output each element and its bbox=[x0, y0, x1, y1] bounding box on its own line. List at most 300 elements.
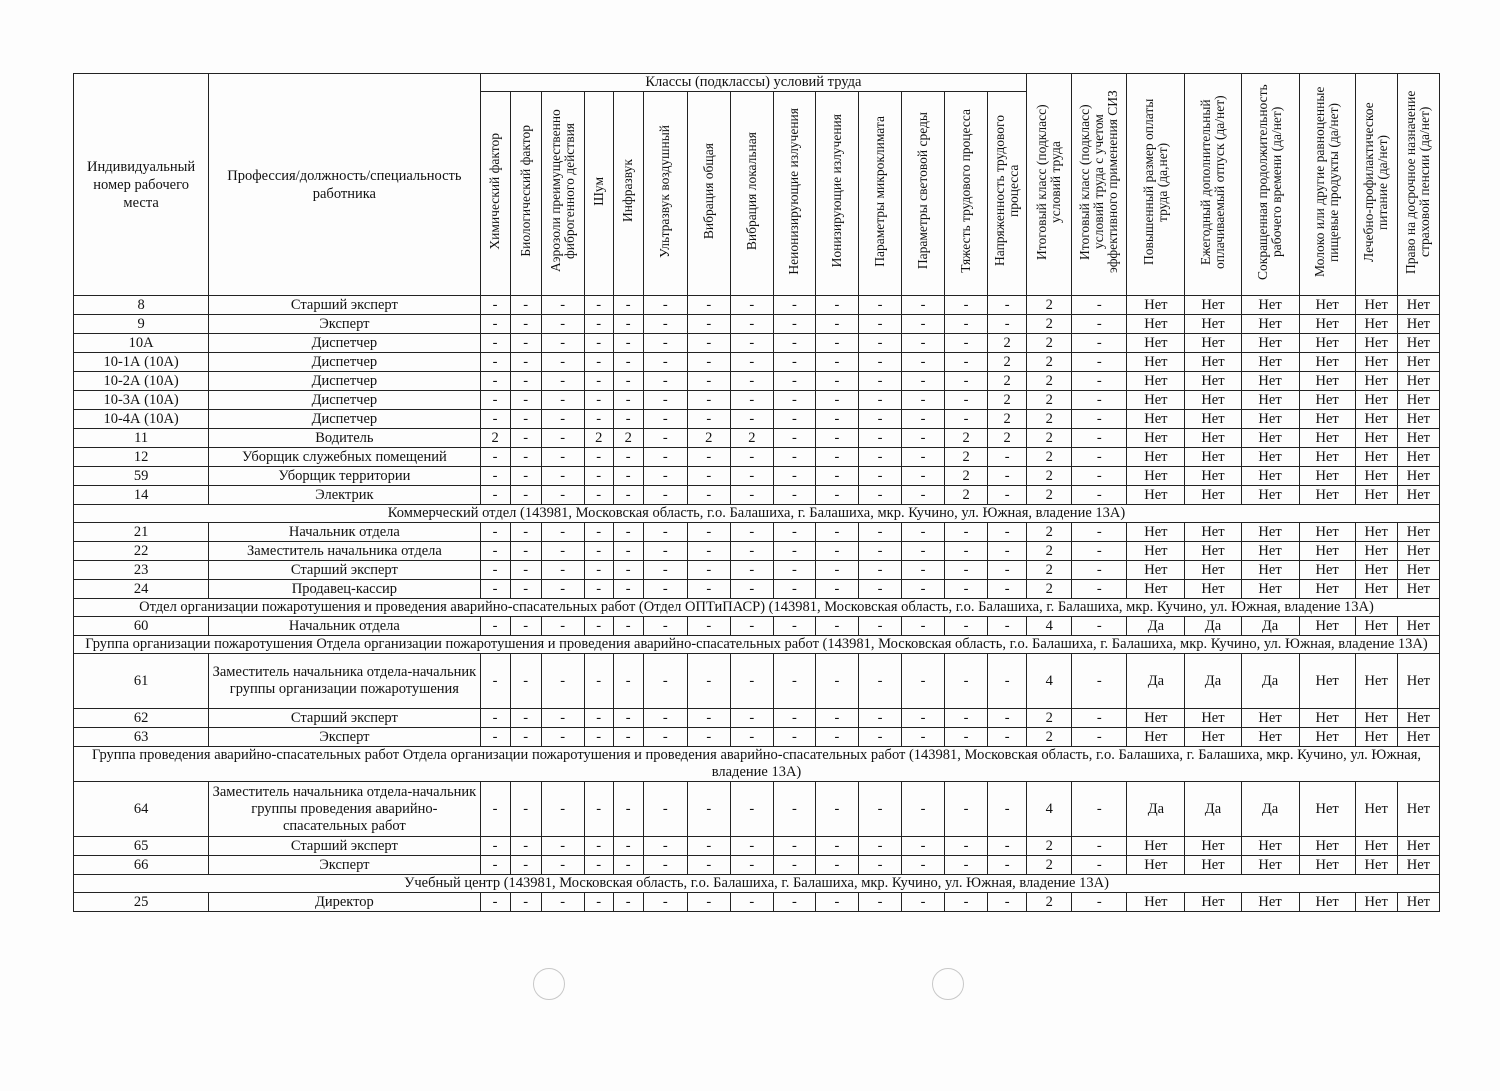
profession-name: Диспетчер bbox=[209, 410, 480, 429]
guarantee-value: Нет bbox=[1355, 580, 1397, 599]
factor-class: - bbox=[613, 296, 643, 315]
guarantee-value: Нет bbox=[1397, 486, 1439, 505]
header-factor: Вибрация локальная bbox=[730, 92, 773, 296]
factor-class: - bbox=[815, 837, 858, 856]
table-row bbox=[74, 617, 1440, 636]
factor-class: - bbox=[902, 486, 945, 505]
factor-class: - bbox=[858, 580, 901, 599]
header-guarantee-5: Лечебно-профилактическое питание (да/нет) bbox=[1355, 74, 1397, 296]
header-factor: Ультразвук воздушный bbox=[643, 92, 687, 296]
guarantee-value: Нет bbox=[1299, 334, 1355, 353]
factor-class: - bbox=[858, 856, 901, 875]
factor-class: - bbox=[773, 837, 815, 856]
header-factor: Параметры микроклимата bbox=[858, 92, 901, 296]
factor-class: - bbox=[541, 353, 584, 372]
workplace-number: 10-3А (10А) bbox=[74, 391, 209, 410]
factor-class: - bbox=[988, 561, 1027, 580]
guarantee-value: Нет bbox=[1241, 486, 1299, 505]
guarantee-value: Нет bbox=[1355, 410, 1397, 429]
factor-class: - bbox=[687, 296, 730, 315]
factor-class: - bbox=[584, 315, 613, 334]
guarantee-value: Нет bbox=[1241, 334, 1299, 353]
guarantee-value: Нет bbox=[1397, 542, 1439, 561]
factor-class: - bbox=[541, 391, 584, 410]
factor-class: - bbox=[480, 709, 510, 728]
header-factor: Неионизирующие излучения bbox=[773, 92, 815, 296]
workplace-number: 11 bbox=[74, 429, 209, 448]
final-class: 2 bbox=[1027, 410, 1072, 429]
factor-class: - bbox=[541, 486, 584, 505]
factor-class: - bbox=[988, 296, 1027, 315]
guarantee-value: Нет bbox=[1241, 448, 1299, 467]
factor-class: - bbox=[815, 315, 858, 334]
factor-class: - bbox=[480, 296, 510, 315]
profession-name: Диспетчер bbox=[209, 391, 480, 410]
factor-class: - bbox=[773, 580, 815, 599]
factor-class: - bbox=[584, 391, 613, 410]
header-factor: Биологический фактор bbox=[510, 92, 541, 296]
factor-class: - bbox=[510, 410, 541, 429]
final-class: 2 bbox=[1027, 837, 1072, 856]
factor-class: - bbox=[480, 448, 510, 467]
guarantee-value: Нет bbox=[1355, 893, 1397, 912]
factor-class: - bbox=[858, 410, 901, 429]
factor-class: - bbox=[902, 467, 945, 486]
guarantee-value: Нет bbox=[1185, 561, 1241, 580]
factor-class: - bbox=[510, 856, 541, 875]
section-row bbox=[74, 636, 1440, 654]
factor-class: - bbox=[687, 856, 730, 875]
factor-class: - bbox=[687, 782, 730, 837]
table-row bbox=[74, 486, 1440, 505]
factor-class: - bbox=[858, 372, 901, 391]
guarantee-value: Нет bbox=[1127, 709, 1185, 728]
factor-class: - bbox=[643, 617, 687, 636]
guarantee-value: Да bbox=[1185, 654, 1241, 709]
profession-name: Диспетчер bbox=[209, 334, 480, 353]
factor-class: - bbox=[480, 486, 510, 505]
workplace-number: 23 bbox=[74, 561, 209, 580]
factor-class: - bbox=[584, 523, 613, 542]
guarantee-value: Нет bbox=[1355, 296, 1397, 315]
factor-class: - bbox=[584, 334, 613, 353]
header-factor: Тяжесть трудового процесса bbox=[945, 92, 988, 296]
factor-class: - bbox=[773, 391, 815, 410]
guarantee-value: Нет bbox=[1355, 353, 1397, 372]
final-class: 2 bbox=[1027, 542, 1072, 561]
factor-class: - bbox=[815, 542, 858, 561]
workplace-number: 63 bbox=[74, 728, 209, 747]
guarantee-value: Нет bbox=[1241, 523, 1299, 542]
factor-class: - bbox=[687, 561, 730, 580]
header-guarantee-4: Молоко или другие равноценные пищевые продукты (да/нет) bbox=[1299, 74, 1355, 296]
factor-class: - bbox=[687, 617, 730, 636]
factor-class: - bbox=[730, 486, 773, 505]
final-class: 2 bbox=[1027, 856, 1072, 875]
factor-class: - bbox=[815, 523, 858, 542]
guarantee-value: Нет bbox=[1127, 429, 1185, 448]
table-row bbox=[74, 782, 1440, 837]
factor-class: - bbox=[687, 542, 730, 561]
guarantee-value: Нет bbox=[1241, 856, 1299, 875]
guarantee-value: Нет bbox=[1185, 542, 1241, 561]
table-row bbox=[74, 654, 1440, 709]
guarantee-value: Нет bbox=[1185, 709, 1241, 728]
factor-class: - bbox=[643, 580, 687, 599]
factor-class: - bbox=[613, 315, 643, 334]
guarantee-value: Нет bbox=[1355, 448, 1397, 467]
factor-class: - bbox=[643, 315, 687, 334]
factor-class: - bbox=[541, 467, 584, 486]
guarantee-value: Нет bbox=[1127, 542, 1185, 561]
factor-class: - bbox=[480, 856, 510, 875]
factor-class: - bbox=[902, 334, 945, 353]
guarantee-value: Нет bbox=[1355, 617, 1397, 636]
factor-class: - bbox=[510, 296, 541, 315]
guarantee-value: Нет bbox=[1185, 429, 1241, 448]
factor-class: - bbox=[480, 353, 510, 372]
factor-class: - bbox=[510, 709, 541, 728]
final-class-siz: - bbox=[1072, 410, 1127, 429]
factor-class: - bbox=[643, 391, 687, 410]
factor-class: - bbox=[988, 448, 1027, 467]
factor-class: - bbox=[902, 654, 945, 709]
factor-class: - bbox=[730, 728, 773, 747]
guarantee-value: Нет bbox=[1127, 448, 1185, 467]
factor-class: - bbox=[541, 410, 584, 429]
factor-class: - bbox=[902, 893, 945, 912]
workplace-number: 60 bbox=[74, 617, 209, 636]
guarantee-value: Нет bbox=[1355, 782, 1397, 837]
factor-class: - bbox=[902, 580, 945, 599]
final-class: 4 bbox=[1027, 654, 1072, 709]
guarantee-value: Нет bbox=[1127, 856, 1185, 875]
profession-name: Эксперт bbox=[209, 315, 480, 334]
factor-class: - bbox=[815, 296, 858, 315]
factor-class: - bbox=[584, 561, 613, 580]
factor-class: - bbox=[541, 296, 584, 315]
guarantee-value: Нет bbox=[1127, 523, 1185, 542]
factor-class: - bbox=[643, 296, 687, 315]
final-class-siz: - bbox=[1072, 709, 1127, 728]
factor-class: - bbox=[480, 467, 510, 486]
factor-class: - bbox=[687, 893, 730, 912]
guarantee-value: Нет bbox=[1299, 561, 1355, 580]
factor-class: - bbox=[902, 709, 945, 728]
guarantee-value: Нет bbox=[1127, 728, 1185, 747]
factor-class: - bbox=[773, 372, 815, 391]
guarantee-value: Да bbox=[1185, 782, 1241, 837]
guarantee-value: Нет bbox=[1299, 580, 1355, 599]
guarantee-value: Нет bbox=[1127, 315, 1185, 334]
profession-name: Начальник отдела bbox=[209, 617, 480, 636]
section-row bbox=[74, 599, 1440, 617]
factor-class: - bbox=[584, 856, 613, 875]
final-class-siz: - bbox=[1072, 782, 1127, 837]
factor-class: - bbox=[643, 542, 687, 561]
factor-class: 2 bbox=[945, 429, 988, 448]
guarantee-value: Нет bbox=[1299, 391, 1355, 410]
factor-class: - bbox=[730, 856, 773, 875]
workplace-number: 14 bbox=[74, 486, 209, 505]
guarantee-value: Нет bbox=[1397, 837, 1439, 856]
guarantee-value: Нет bbox=[1397, 296, 1439, 315]
section-row bbox=[74, 505, 1440, 523]
factor-class: - bbox=[815, 654, 858, 709]
header-factor: Аэрозоли преимущественно фиброгенного действия bbox=[541, 92, 584, 296]
guarantee-value: Нет bbox=[1127, 410, 1185, 429]
factor-class: - bbox=[945, 391, 988, 410]
workplace-number: 65 bbox=[74, 837, 209, 856]
final-class: 2 bbox=[1027, 523, 1072, 542]
profession-name: Начальник отдела bbox=[209, 523, 480, 542]
factor-class: 2 bbox=[988, 353, 1027, 372]
factor-class: - bbox=[510, 561, 541, 580]
factor-class: - bbox=[584, 893, 613, 912]
profession-name: Электрик bbox=[209, 486, 480, 505]
guarantee-value: Нет bbox=[1185, 893, 1241, 912]
guarantee-value: Нет bbox=[1185, 523, 1241, 542]
factor-class: - bbox=[541, 523, 584, 542]
guarantee-value: Нет bbox=[1355, 856, 1397, 875]
factor-class: - bbox=[902, 856, 945, 875]
profession-name: Заместитель начальника отдела-начальник группы организации пожаротушения bbox=[209, 654, 480, 709]
factor-class: - bbox=[815, 429, 858, 448]
guarantee-value: Нет bbox=[1299, 486, 1355, 505]
factor-class: - bbox=[945, 353, 988, 372]
factor-class: - bbox=[815, 893, 858, 912]
table-row bbox=[74, 334, 1440, 353]
factor-class: 2 bbox=[730, 429, 773, 448]
factor-class: - bbox=[584, 467, 613, 486]
factor-class: - bbox=[815, 856, 858, 875]
guarantee-value: Нет bbox=[1397, 580, 1439, 599]
factor-class: - bbox=[510, 391, 541, 410]
factor-class: - bbox=[815, 561, 858, 580]
factor-class: - bbox=[541, 372, 584, 391]
final-class: 2 bbox=[1027, 372, 1072, 391]
final-class-siz: - bbox=[1072, 561, 1127, 580]
factor-class: - bbox=[730, 782, 773, 837]
factor-class: - bbox=[730, 467, 773, 486]
workplace-number: 24 bbox=[74, 580, 209, 599]
guarantee-value: Нет bbox=[1397, 410, 1439, 429]
factor-class: - bbox=[730, 391, 773, 410]
factor-class: - bbox=[730, 654, 773, 709]
factor-class: - bbox=[773, 315, 815, 334]
guarantee-value: Нет bbox=[1355, 561, 1397, 580]
factor-class: - bbox=[730, 893, 773, 912]
header-factor: Шум bbox=[584, 92, 613, 296]
factor-class: - bbox=[815, 782, 858, 837]
factor-class: - bbox=[773, 486, 815, 505]
factor-class: - bbox=[584, 448, 613, 467]
factor-class: - bbox=[584, 782, 613, 837]
table-row bbox=[74, 353, 1440, 372]
final-class: 2 bbox=[1027, 448, 1072, 467]
factor-class: - bbox=[902, 353, 945, 372]
final-class-siz: - bbox=[1072, 856, 1127, 875]
factor-class: - bbox=[945, 315, 988, 334]
factor-class: - bbox=[988, 709, 1027, 728]
factor-class: - bbox=[584, 296, 613, 315]
guarantee-value: Нет bbox=[1299, 296, 1355, 315]
factor-class: - bbox=[773, 448, 815, 467]
factor-class: - bbox=[687, 486, 730, 505]
profession-name: Диспетчер bbox=[209, 353, 480, 372]
factor-class: - bbox=[510, 334, 541, 353]
factor-class: - bbox=[643, 728, 687, 747]
factor-class: - bbox=[858, 486, 901, 505]
guarantee-value: Нет bbox=[1397, 893, 1439, 912]
table-row bbox=[74, 448, 1440, 467]
factor-class: - bbox=[773, 893, 815, 912]
factor-class: 2 bbox=[988, 429, 1027, 448]
factor-class: - bbox=[613, 448, 643, 467]
factor-class: - bbox=[902, 410, 945, 429]
factor-class: - bbox=[730, 580, 773, 599]
factor-class: - bbox=[613, 542, 643, 561]
guarantee-value: Нет bbox=[1299, 709, 1355, 728]
guarantee-value: Нет bbox=[1185, 410, 1241, 429]
factor-class: - bbox=[730, 523, 773, 542]
table-row bbox=[74, 580, 1440, 599]
factor-class: - bbox=[815, 391, 858, 410]
guarantee-value: Нет bbox=[1355, 709, 1397, 728]
guarantee-value: Нет bbox=[1241, 728, 1299, 747]
section-title: Учебный центр (143981, Московская область, г.о. Балашиха, г. Балашиха, мкр. Кучино, ул. Южная, владение 13А) bbox=[74, 875, 1440, 893]
factor-class: - bbox=[773, 523, 815, 542]
table-row bbox=[74, 296, 1440, 315]
guarantee-value: Нет bbox=[1299, 523, 1355, 542]
guarantee-value: Нет bbox=[1127, 561, 1185, 580]
factor-class: - bbox=[945, 410, 988, 429]
table-row bbox=[74, 893, 1440, 912]
workplace-number: 12 bbox=[74, 448, 209, 467]
factor-class: - bbox=[730, 410, 773, 429]
header-profession: Профессия/должность/специальность работника bbox=[209, 74, 480, 296]
factor-class: - bbox=[988, 486, 1027, 505]
factor-class: - bbox=[815, 372, 858, 391]
guarantee-value: Нет bbox=[1397, 523, 1439, 542]
factor-class: - bbox=[541, 782, 584, 837]
header-factor: Инфразвук bbox=[613, 92, 643, 296]
factor-class: - bbox=[613, 410, 643, 429]
guarantee-value: Нет bbox=[1397, 372, 1439, 391]
factor-class: - bbox=[480, 893, 510, 912]
guarantee-value: Нет bbox=[1241, 837, 1299, 856]
factor-class: - bbox=[730, 837, 773, 856]
guarantee-value: Да bbox=[1127, 782, 1185, 837]
workplace-number: 8 bbox=[74, 296, 209, 315]
final-class-siz: - bbox=[1072, 353, 1127, 372]
factor-class: - bbox=[480, 654, 510, 709]
factor-class: - bbox=[945, 372, 988, 391]
factor-class: - bbox=[643, 467, 687, 486]
factor-class: 2 bbox=[687, 429, 730, 448]
guarantee-value: Нет bbox=[1241, 391, 1299, 410]
guarantee-value: Нет bbox=[1397, 709, 1439, 728]
factor-class: 2 bbox=[988, 334, 1027, 353]
factor-class: - bbox=[902, 315, 945, 334]
factor-class: - bbox=[815, 580, 858, 599]
guarantee-value: Нет bbox=[1299, 353, 1355, 372]
factor-class: - bbox=[858, 561, 901, 580]
factor-class: - bbox=[510, 429, 541, 448]
factor-class: - bbox=[773, 334, 815, 353]
final-class-siz: - bbox=[1072, 334, 1127, 353]
factor-class: - bbox=[687, 391, 730, 410]
table-row bbox=[74, 856, 1440, 875]
workplace-number: 59 bbox=[74, 467, 209, 486]
guarantee-value: Нет bbox=[1397, 728, 1439, 747]
final-class: 2 bbox=[1027, 391, 1072, 410]
guarantee-value: Нет bbox=[1241, 315, 1299, 334]
factor-class: - bbox=[480, 580, 510, 599]
guarantee-value: Да bbox=[1241, 782, 1299, 837]
factor-class: - bbox=[773, 856, 815, 875]
factor-class: - bbox=[584, 837, 613, 856]
guarantee-value: Нет bbox=[1127, 372, 1185, 391]
workplace-number: 10-4А (10А) bbox=[74, 410, 209, 429]
factor-class: - bbox=[613, 782, 643, 837]
factor-class: - bbox=[945, 334, 988, 353]
factor-class: - bbox=[541, 580, 584, 599]
guarantee-value: Нет bbox=[1397, 467, 1439, 486]
guarantee-value: Нет bbox=[1241, 372, 1299, 391]
final-class: 2 bbox=[1027, 561, 1072, 580]
factor-class: - bbox=[687, 580, 730, 599]
profession-name: Эксперт bbox=[209, 856, 480, 875]
guarantee-value: Нет bbox=[1127, 893, 1185, 912]
factor-class: - bbox=[988, 617, 1027, 636]
workplace-number: 10-2А (10А) bbox=[74, 372, 209, 391]
header-factor: Ионизирующие излучения bbox=[815, 92, 858, 296]
factor-class: - bbox=[541, 315, 584, 334]
factor-class: 2 bbox=[945, 467, 988, 486]
guarantee-value: Нет bbox=[1355, 728, 1397, 747]
factor-class: - bbox=[541, 893, 584, 912]
factor-class: - bbox=[902, 837, 945, 856]
section-row bbox=[74, 875, 1440, 893]
factor-class: - bbox=[510, 353, 541, 372]
final-class: 2 bbox=[1027, 486, 1072, 505]
table-row bbox=[74, 429, 1440, 448]
factor-class: - bbox=[730, 315, 773, 334]
factor-class: 2 bbox=[945, 448, 988, 467]
profession-name: Продавец-кассир bbox=[209, 580, 480, 599]
factor-class: - bbox=[730, 617, 773, 636]
factor-class: - bbox=[613, 561, 643, 580]
final-class: 2 bbox=[1027, 467, 1072, 486]
factor-class: - bbox=[858, 315, 901, 334]
factor-class: - bbox=[945, 782, 988, 837]
factor-class: - bbox=[687, 654, 730, 709]
workplace-number: 25 bbox=[74, 893, 209, 912]
factor-class: - bbox=[858, 728, 901, 747]
guarantee-value: Нет bbox=[1241, 893, 1299, 912]
factor-class: - bbox=[687, 410, 730, 429]
final-class: 4 bbox=[1027, 782, 1072, 837]
factor-class: - bbox=[480, 617, 510, 636]
guarantee-value: Нет bbox=[1355, 334, 1397, 353]
table-row bbox=[74, 315, 1440, 334]
guarantee-value: Нет bbox=[1355, 654, 1397, 709]
factor-class: 2 bbox=[988, 372, 1027, 391]
factor-class: - bbox=[584, 580, 613, 599]
factor-class: - bbox=[945, 893, 988, 912]
final-class: 2 bbox=[1027, 296, 1072, 315]
